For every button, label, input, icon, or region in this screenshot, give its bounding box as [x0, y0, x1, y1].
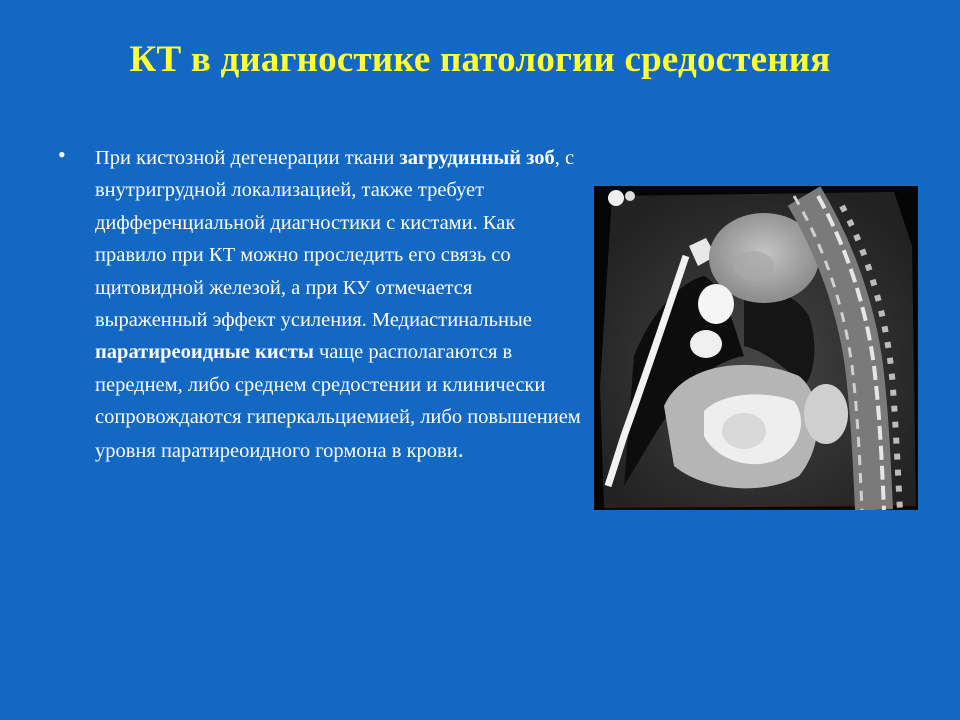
bullet-text-part-2: , с внутригрудной локализацией, также требует дифференциальной диагностики с кистами. Как правило при КТ можно проследить его связь со щитовидной железой, а при КУ отмечается выраженный эффект усиления. Медиастинальные [95, 147, 575, 332]
ct-sagittal-chest-image [594, 186, 918, 510]
bullet-bold-term-goiter: загрудинный зоб [399, 147, 555, 169]
bullet-text-part-1: При кистозной дегенерации ткани [95, 147, 400, 169]
bullet-text-end: . [457, 436, 464, 463]
bullet-bold-term-parathyroid-cysts: паратиреоидные кисты [95, 341, 314, 364]
bullet-marker: • [58, 142, 66, 167]
bullet-paragraph [95, 142, 585, 467]
ct-scan-image [594, 186, 918, 510]
bullet-text-part-3: чаще располагаются в переднем, либо среднем средостении и клинически сопровождаются гиперкальциемией, либо повышением уровня паратиреоидного гормона в крови [95, 341, 581, 462]
slide-title: КТ в диагностике патологии средостения [129, 39, 831, 80]
